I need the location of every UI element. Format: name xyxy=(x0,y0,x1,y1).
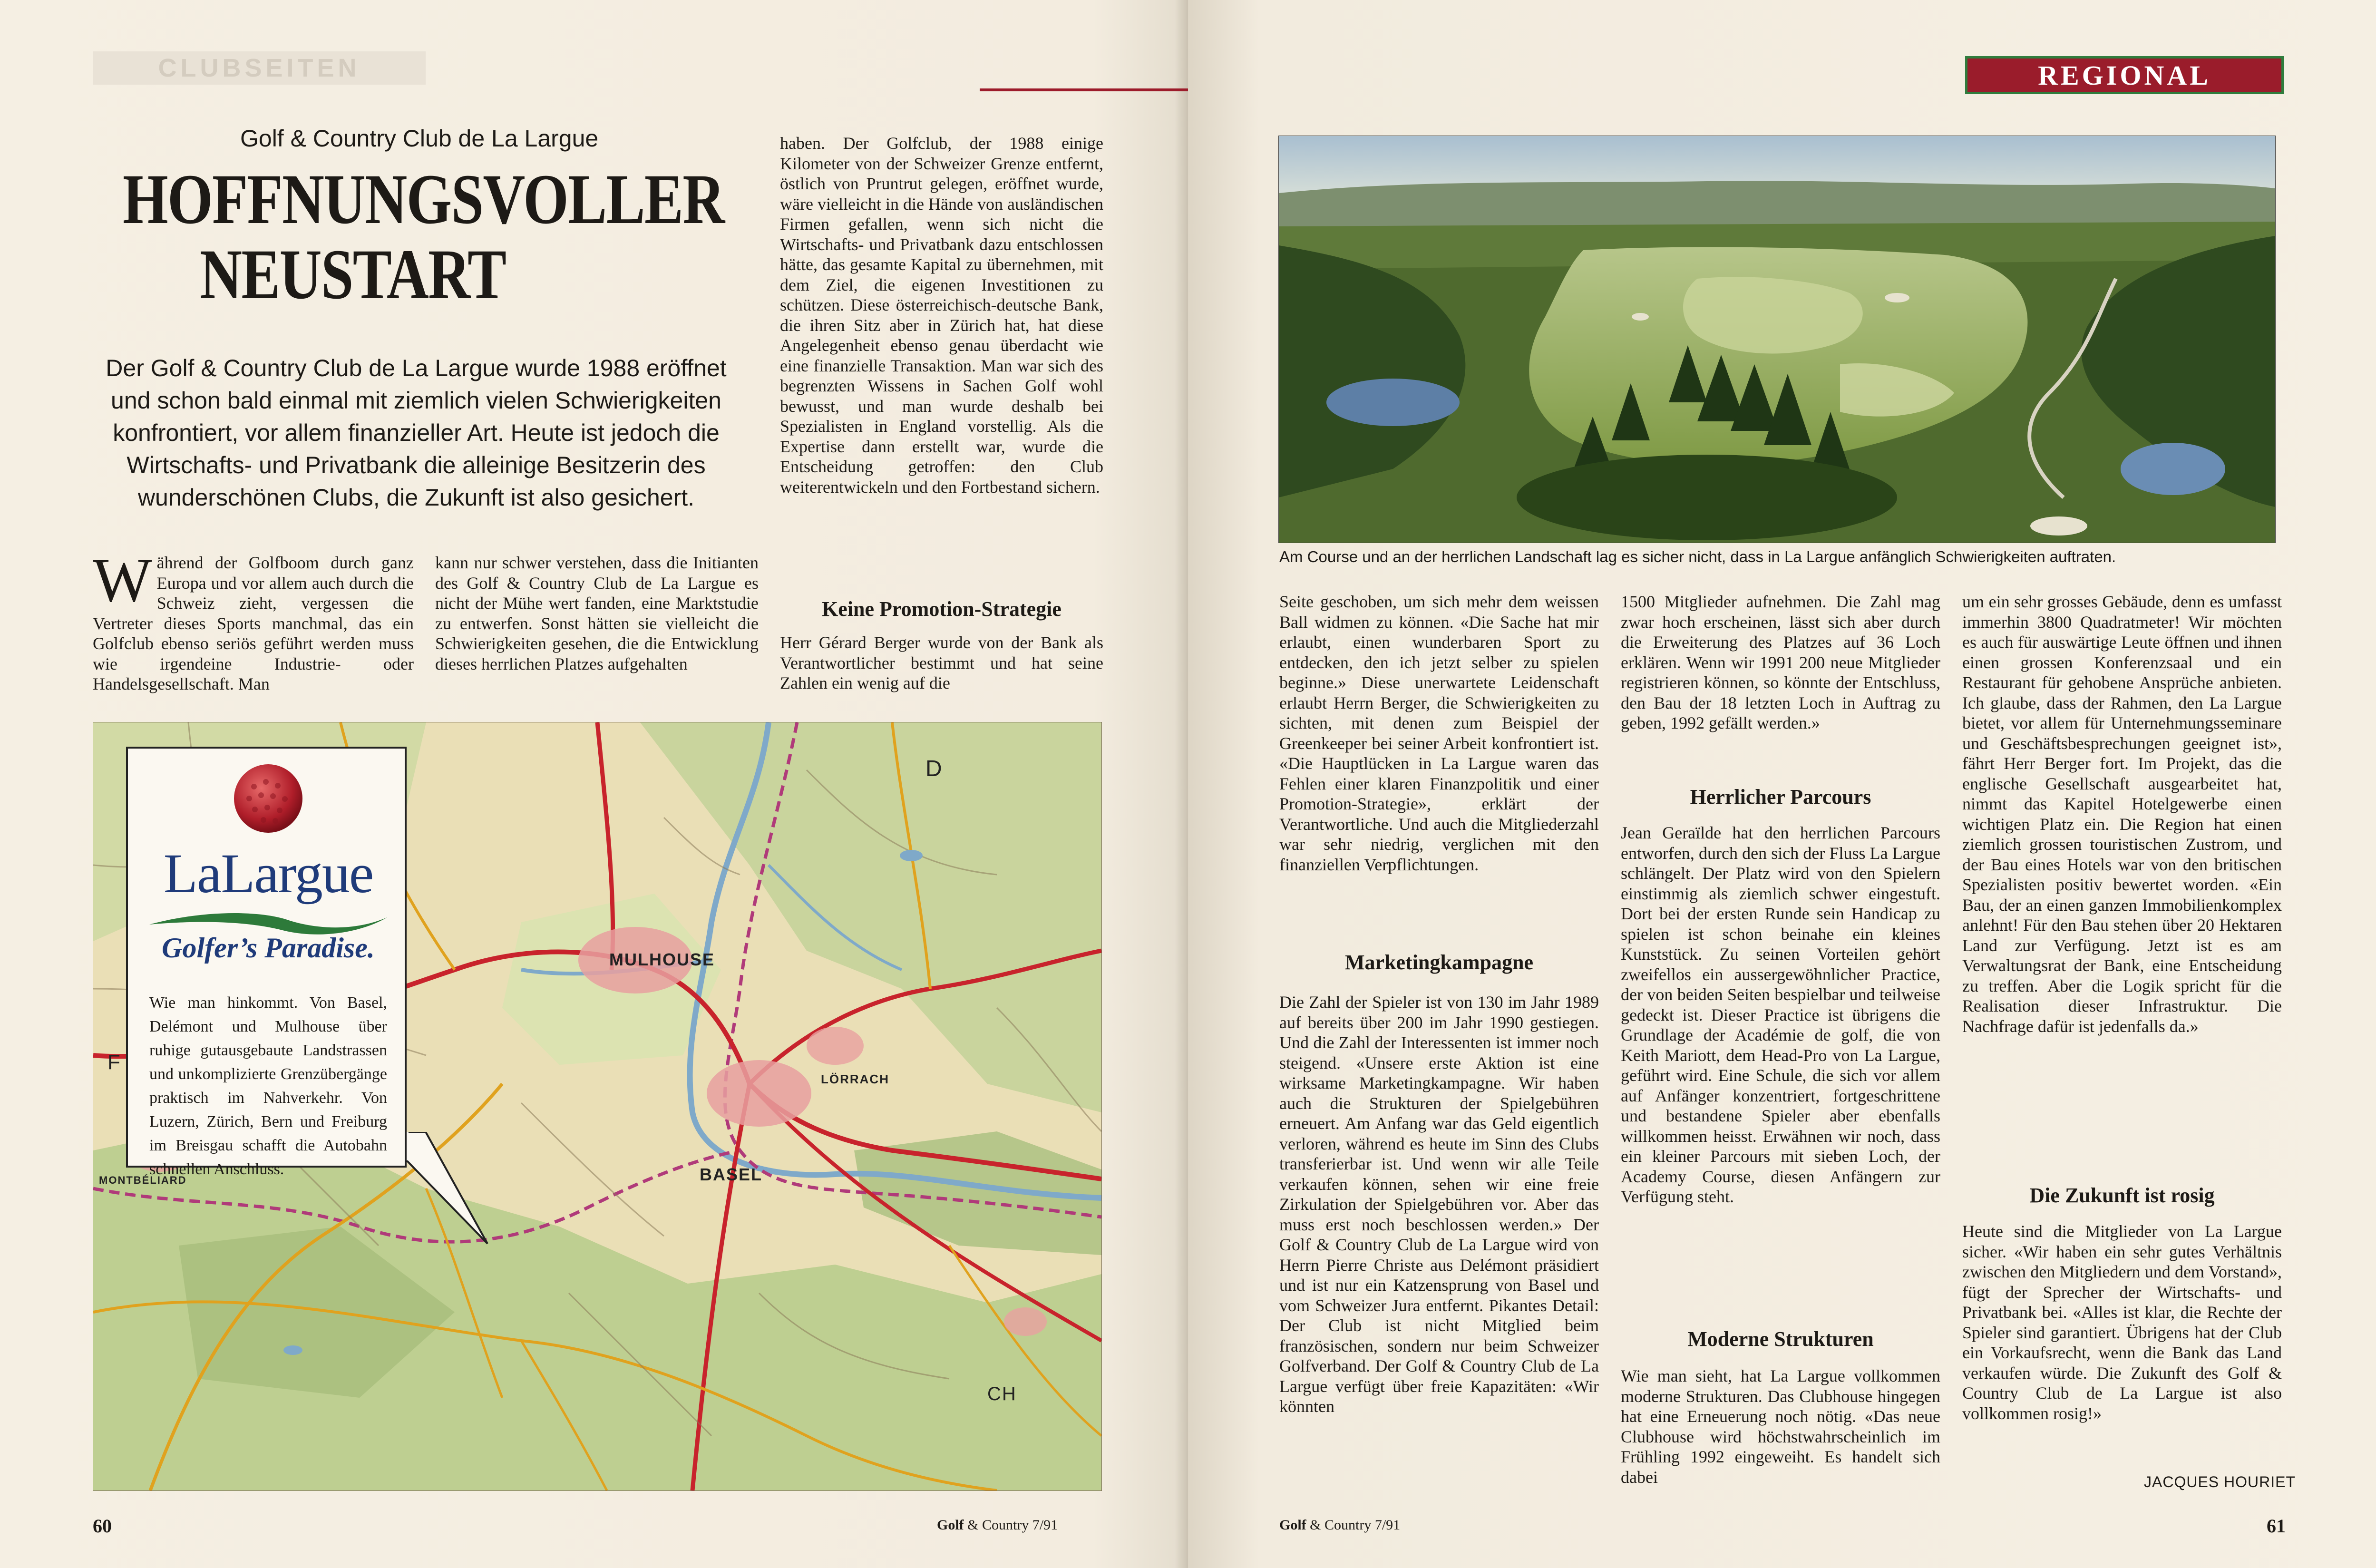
map-label-mulhouse: MULHOUSE xyxy=(609,950,715,969)
article-headline xyxy=(123,160,724,314)
right-column-1-continued xyxy=(1279,992,1599,1417)
ghost-section-tab: CLUBSEITEN xyxy=(93,51,426,85)
right-column-3 xyxy=(1962,592,2282,1036)
article-lead: Der Golf & Country Club de La Largue wurde 1988 eröffnet und schon bald einmal mit ziemlich vielen Schwierigkeiten konfrontiert, vor allem finanzieller Art. Heute ist jedoch die Wirtschafts- und Privatbank die alleinige Besitzerin des wunderschönen Clubs, die Zukunft ist also gesichert. xyxy=(106,355,727,511)
article-kicker: Golf & Country Club de La Largue xyxy=(240,125,599,152)
column-text: 1500 Mitglieder aufnehmen. Die Zahl mag zwar hoch erscheinen, lässt sich aber durch die Erweiterung des Platzes auf 36 Loch erklären. Wenn wir 1991 200 neue Mitglieder registrieren können, so könnte der Entschluss, den Bau der 18 letzten Loch in Auftrag zu geben, 1992 gefällt werden.» xyxy=(1621,592,1940,732)
footer-brand: Golf xyxy=(1279,1517,1306,1533)
footer-brand: Golf xyxy=(937,1517,964,1533)
golf-course-photo xyxy=(1278,136,2276,543)
left-column-3 xyxy=(780,133,1103,497)
golf-ball-icon xyxy=(221,758,316,839)
footer-issue: & Country 7/91 xyxy=(964,1517,1058,1533)
subhead-marketingkampagne: Marketingkampagne xyxy=(1345,951,1533,974)
header-rule-left xyxy=(980,88,1188,91)
article-author: JACQUES HOURIET xyxy=(2144,1473,2296,1490)
right-column-2 xyxy=(1621,592,1940,733)
left-column-3-continued xyxy=(780,633,1103,693)
column-text: Die Zahl der Spieler ist von 130 im Jahr 1989 auf bereits über 200 im Jahr 1990 gestiegen. Und die Zahl der Interessenten ist immer noch steigend. «Unsere erste Aktion ist eine wirksame Marketingkampagne. Wir haben auch die Strukturen der Spielgebühren erneuert. Am Anfang war das Geld eigentlich verloren, während es heute im Sinn des Clubs transferierbar ist. Und wenn wir alle Teile verkaufen können, sehen wir eine freie Zirkulation der Spielgebühren vor. Aber das muss erst noch beschlossen werden.» Der Golf & Country Club de La Largue wird von Herrn Pierre Christe aus Delémont präsidiert und ist nur ein Katzensprung von Basel und vom Schweizer Jura entfernt. Pikantes Detail: Der Club ist nicht Mitglied beim französischen, sondern nur beim Schweizer Golfverband. Der Golf & Country Club de La Largue verfügt über freie Kapazitäten: «Wir könnten xyxy=(1279,993,1599,1416)
headline-line-2: NEUSTART xyxy=(200,235,506,314)
column-text: ährend der Golfboom durch ganz Europa und vor allem auch durch die Schweiz zieht, vergessen die Vertreter dieses Sports manchmal, das ein Golfclub ebenso seriös geführt werden muss wie irgendeine Industrie- oder Handelsgesellschaft. Man xyxy=(93,553,414,693)
column-text: Jean Geraïlde hat den herrlichen Parcours entworfen, durch den sich der Fluss La Largue schlängelt. Der Platz wird von den Spielern einstimmig als ziemlich schwer eingestuft. Dort bei der ersten Runde sein Handicap zu spielen ist schon beinahe ein kleines Kunststück. Zu seinen Vorteilen gehört zweifellos ein aussergewöhnlicher Practice, der von beiden Seiten bespielbar und teilweise gedeckt ist. Dieser Practice ist übrigens die Grundlage der Académie de golf, die von Keith Mariott, dem Head-Pro von La Largue, geführt wird. Eine Schule, die sich vor allem auf Anfänger konzentriert, fortgeschrittene und bestandene Spieler aber ebenfalls willkommen heisst. Erwähnen wir noch, dass ein kleiner Parcours mit sieben Loch, der Academy Course, diesen Anfängern zur Verfügung steht. xyxy=(1621,823,1940,1206)
right-page xyxy=(1188,0,2376,1568)
right-column-2-continued xyxy=(1621,823,1940,1207)
right-column-1 xyxy=(1279,592,1599,875)
column-text: kann nur schwer verstehen, dass die Initianten des Golf & Country Club de La Largue es nicht der Mühe wert fanden, eine Marktstudie zu entwerfen. Sonst hätten sie vielleicht die Schwierigkeiten gesehen, die die Entwicklung dieses herrlichen Platzes aufgehalten xyxy=(435,553,759,673)
right-column-3-continued xyxy=(1962,1221,2282,1423)
directions-text: Wie man hinkommt. Von Basel, Delémont und Mulhouse über ruhige gutausgebaute Landstrassen und unkomplizierte Grenzübergänge praktisch im Nahverkehr. Von Luzern, Zürich, Bern und Freiburg im Breisgau schafft die Autobahn schnellen Anschluss. xyxy=(149,994,387,1178)
footer-issue: & Country 7/91 xyxy=(1306,1517,1401,1533)
map-label-country-f: F xyxy=(107,1051,121,1074)
column-text: Herr Gérard Berger wurde von der Bank als Verantwortlicher bestimmt und hat seine Zahlen ein wenig auf die xyxy=(780,633,1103,692)
map-label-country-d: D xyxy=(925,756,943,781)
column-text: haben. Der Golfclub, der 1988 einige Kilometer von der Schweizer Grenze entfernt, östlich von Pruntrut gelegen, eröffnet wurde, wäre vielleicht in die Hände von ausländischen Firmen gefallen, wenn sich nicht die Wirtschafts- und Privatbank dazu entschlossen hätte, das gesamte Kapital zu übernehmen, mit dem Ziel, die eigenen Investitionen zu schützen. Diese österreichisch-deutsche Bank, die ihren Sitz aber in Zürich hat, hat diese Angelegenheit ebenso genau überdacht wie eine finanzielle Transaktion. Man war sich des begrenzten Wissens in Sachen Golf wohl bewusst, und man wurde deshalb bei Spezialisten in England vorstellig. Als die Expertise dann erstellt war, wurde die Entscheidung getroffen: den Club weiterentwickeln und den Fortbestand sichern. xyxy=(780,134,1103,497)
subhead-keine-promotion: Keine Promotion-Strategie xyxy=(822,597,1061,621)
page-number-left: 60 xyxy=(93,1515,112,1537)
map-label-montbeliard: MONTBÉLIARD xyxy=(99,1174,187,1186)
footer-right xyxy=(1279,1517,1400,1533)
subhead-moderne-strukturen: Moderne Strukturen xyxy=(1687,1327,1874,1351)
left-column-1 xyxy=(93,545,414,694)
column-text: Seite geschoben, um sich mehr dem weissen Ball widmen zu können. «Die Sache hat mir erlaubt, einen wunderbaren Sport zu entdecken, den ich jetzt selber zu spielen beginne.» Diese unerwartete Leidenschaft erlaubt Herrn Berger, die Schwierigkeiten zu sichten, mit denen zum Beispiel der Greenkeeper bei seiner Arbeit konfrontiert ist. «Die Hauptlücken in La Largue waren das Fehlen einer klaren Finanzpolitik und einer Promotion-Strategie», erklärt der Verantwortliche. Und auch die Mitgliederzahl war sehr niedrig, verglichen mit den finanziellen Verpflichtungen. xyxy=(1279,592,1599,874)
drop-cap: W xyxy=(93,545,152,615)
footer-left xyxy=(937,1517,1058,1533)
headline-line-1: HOFFNUNGSVOLLER xyxy=(123,160,724,239)
callout-pointer xyxy=(407,1132,492,1246)
column-text: um ein sehr grosses Gebäude, denn es umfasst immerhin 3800 Quadratmeter! Wir möchten es auch für auswärtige Leute öffnen und ihnen einen grossen Konferenzsaal und ein Restaurant für gehobene Ansprüche anbieten. Ich glaube, dass der Rahmen, den La Largue bietet, vor allem für Unternehmungsseminare und Geschäftsbesprechungen geeignet ist», fährt Herr Berger fort. Im Projekt, das die englische Gesellschaft ausgearbeitet hat, nimmt das Kapitel Hotelgewerbe einen wichtigen Platz ein. Die Region hat einen ziemlich grossen touristischen Zustrom, und der Bau eines Hotels war von den britischen Spezialisten positiv bewertet worden. «Ein Bau, der an einen ganzen Immobilienkomplex anlehnt! Für den Bau stehen über 20 Hektaren Land zur Verfügung. Jetzt ist es am Verwaltungsrat der Bank, eine Entscheidung zu treffen. Aber die Logik spricht für die Realisation dieser Infrastruktur. Die Nachfrage dafür ist jedenfalls da.» xyxy=(1962,592,2282,1036)
column-text: Heute sind die Mitglieder von La Largue sicher. «Wir haben ein sehr gutes Verhältnis zwischen den Mitgliedern und dem Vorstand», fügt der Sprecher der Wirtschafts- und Privatbank bei. «Alles ist klar, die Rechte der Spieler sind garantiert. Übrigens hat der Club ein Vorkaufsrecht, wenn die Bank das Land verkaufen würde. Die Zukunft des Golf & Country Club de La Largue ist also vollkommen rosig!» xyxy=(1962,1222,2282,1423)
subhead-zukunft-rosig: Die Zukunft ist rosig xyxy=(2029,1184,2215,1207)
logo-wordmark: LaLargue xyxy=(163,842,373,905)
column-text: Wie man sieht, hat La Largue vollkommen moderne Strukturen. Das Clubhouse hingegen hat eine Erneuerung noch nötig. «Das neue Clubhouse wird höchstwahrscheinlich im Frühling 1992 eingeweiht. Es handelt sich dabei xyxy=(1621,1366,1940,1487)
map-label-country-ch: CH xyxy=(987,1383,1017,1404)
photo-caption: Am Course und an der herrlichen Landschaft lag es sicher nicht, dass in La Largue anfänglich Schwierigkeiten auftraten. xyxy=(1279,548,2116,565)
right-column-2-end xyxy=(1621,1366,1940,1487)
section-tab-regional: REGIONAL xyxy=(1965,56,2284,94)
page-number-right: 61 xyxy=(2267,1515,2286,1537)
aerial-photo-graphic xyxy=(1279,136,2275,543)
left-column-2 xyxy=(435,553,759,674)
la-largue-logo-box xyxy=(126,747,407,1178)
map-label-basel: BASEL xyxy=(700,1165,763,1184)
logo-tagline: Golfer’s Paradise. xyxy=(162,932,375,964)
map-label-lorrach: LÖRRACH xyxy=(821,1072,889,1086)
subhead-herrlicher-parcours: Herrlicher Parcours xyxy=(1690,785,1871,808)
